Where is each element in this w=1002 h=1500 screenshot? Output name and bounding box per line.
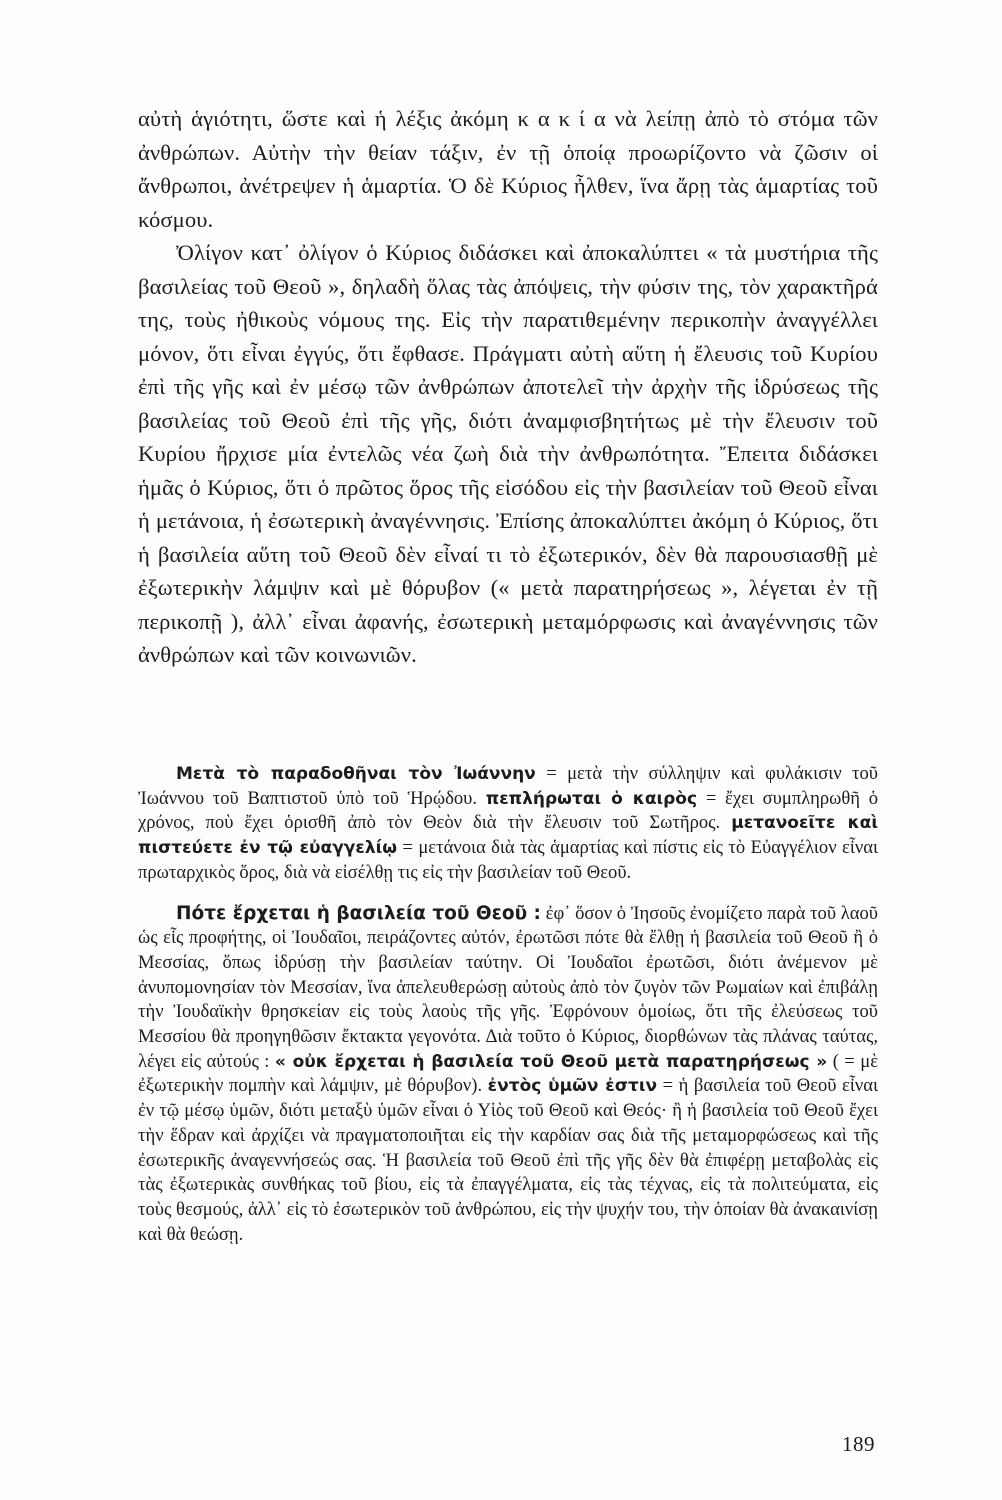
commentary-lemma: πεπλήρωται ὁ καιρὸς [485, 788, 698, 809]
commentary-gloss: = ἔχει συμπληρωθῆ ὁ χρόνος, ποὺ ἔχει ὁρισθῆ ἀπὸ τὸν Θεὸν διὰ τὴν ἔλευσιν τοῦ Σωτῆρος. [138, 787, 879, 834]
paragraph: Ὀλίγον κατ᾿ ὀλίγον ὁ Κύριος διδάσκει καὶ ἀποκαλύπτει « τὰ μυστήρια τῆς βασιλείας τοῦ Θεοῦ », δηλαδὴ ὅλας τὰς ἀπόψεις, τὴν φύσιν της, τὸν χαρακτῆρά της, τοὺς ἠθικοὺς νόμους της. Εἰς τὴν παρατιθεμένην περικοπὴν ἀναγγέλλει μόνον, ὅτι εἶναι ἐγγύς, ὅτι ἔφθασε. Πράγματι αὐτὴ αὕτη ἡ ἔλευσις τοῦ Κυρίου ἐπὶ τῆς γῆς καὶ ἐν μέσῳ τῶν ἀνθρώπων ἀποτελεῖ τὴν ἀρχὴν τῆς ἱδρύσεως τῆς βασιλείας τοῦ Θεοῦ ἐπὶ τῆς γῆς, διότι ἀναμφισβητήτως μὲ τὴν ἔλευσιν τοῦ Κυρίου ἤρχισε μία ἐντελῶς νέα ζωὴ διὰ τὴν ἀνθρωπότητα. Ἔπειτα διδάσκει ἡμᾶς ὁ Κύριος, ὅτι ὁ πρῶτος ὅρος τῆς εἰσόδου εἰς τὴν βασιλείαν τοῦ Θεοῦ εἶναι ἡ μετάνοια, ἡ ἐσωτερικὴ ἀναγέννησις. Ἐπίσης ἀποκαλύπτει ἀκόμη ὁ Κύριος, ὅτι ἡ βασιλεία αὕτη τοῦ Θεοῦ δὲν εἶναί τι τὸ ἐξωτερικόν, δὲν θὰ παρουσιασθῇ μὲ ἐξωτερικὴν λάμψιν καὶ μὲ θόρυβον (« μετὰ παρατηρήσεως », λέγεται ἐν τῇ περικοπῇ ), ἀλλ᾿ εἶναι ἀφανής, ἐσωτερικὴ μεταμόρφωσις καὶ ἀναγέννησις τῶν ἀνθρώπων καὶ τῶν κοινωνιῶν. [138, 240, 878, 667]
commentary-lemma: μετανοεῖτε καὶ πιστεύετε ἐν τῷ εὐαγγελίῳ [138, 813, 878, 859]
commentary-gloss: = μετὰ τὴν σύλληψιν καὶ φυλάκισιν τοῦ Ἰωάννου τοῦ Βαπτιστοῦ ὑπὸ τοῦ Ἡρῴδου. [138, 763, 879, 809]
commentary-gloss: = μετάνοια διὰ τὰς ἁμαρτίας καὶ πίστις εἰς τὸ Εὐαγγέλιον εἶναι πρωταρχικὸς ὅρος, διὰ νὰ εἰσέλθῃ τις εἰς τὴν βασιλείαν τοῦ Θεοῦ. [138, 837, 879, 883]
commentary-gloss: ( = μὲ ἐξωτερικὴν πομπὴν καὶ λάμψιν, μὲ θόρυβον). [138, 1050, 878, 1097]
commentary-notes [138, 762, 878, 1247]
commentary-lemma: ἐντὸς ὑμῶν ἐστιν [487, 1076, 658, 1097]
commentary-gloss: ἐφ᾿ ὅσον ὁ Ἰησοῦς ἐνομίζετο παρὰ τοῦ λαοῦ ὡς εἷς προφήτης, οἱ Ἰουδαῖοι, πειράζοντες αὐτόν, ἐρωτῶσι πότε θὰ ἔλθῃ ἡ βασιλεία τοῦ Θεοῦ ἢ ὁ Μεσσίας, ὅπως ἱδρύσῃ τὴν βασιλείαν ταύτην. Οἱ Ἰουδαῖοι ἐρωτῶσι, διότι ἀνέμενον μὲ ἀνυπομονησίαν τὸν Μεσσίαν, ἵνα ἀπελευθερώσῃ αὐτοὺς ἀπὸ τὸν ζυγὸν τῶν Ρωμαίων καὶ ἐπιβάλῃ τὴν Ἰουδαϊκὴν θρησκείαν εἰς τοὺς λαοὺς τῆς γῆς. Ἐφρόνουν ὁμοίως, ὅτι τῆς ἐλεύσεως τοῦ Μεσσίου θὰ προηγηθῶσιν ἔκτακτα γεγονότα. Διὰ τοῦτο ὁ Κύριος, διορθώνων τὰς πλάνας ταύτας, λέγει εἰς αὐτούς : [138, 902, 879, 1072]
main-text [138, 102, 878, 672]
commentary-paragraph [138, 762, 878, 886]
paragraph-continued: αὐτὴ ἁγιότητι, ὥστε καὶ ἡ λέξις ἀκόμη κ α κ ί α νὰ λείπῃ ἀπὸ τὸ στόμα τῶν ἀνθρώπων. Αὐτὴν τὴν θείαν τάξιν, ἐν τῇ ὁποίᾳ προωρίζοντο νὰ ζῶσιν οἱ ἄνθρωποι, ἀνέτρεψεν ἡ ἁμαρτία. Ὁ δὲ Κύριος ἦλθεν, ἵνα ἄρῃ τὰς ἁμαρτίας τοῦ κόσμου. [138, 106, 878, 232]
commentary-lemma: « οὐκ ἔρχεται ἡ βασιλεία τοῦ Θεοῦ μετὰ παρατηρήσεως » [274, 1051, 828, 1072]
commentary-gloss: = ἡ βασιλεία τοῦ Θεοῦ εἶναι ἐν τῷ μέσῳ ὑμῶν, διότι μεταξὺ ὑμῶν εἶναι ὁ Υἱὸς τοῦ Θεοῦ καὶ Θεός· ἢ ἡ βασιλεία τοῦ Θεοῦ ἔχει τὴν ἕδραν καὶ ἀρχίζει νὰ πραγματοποιῆται εἰς τὴν καρδίαν σας διὰ τῆς μεταμορφώσεως καὶ τῆς ἐσωτερικῆς ἀναγεννήσεώς σας. Ἡ βασιλεία τοῦ Θεοῦ ἐπὶ τῆς γῆς δὲν θὰ ἐπιφέρῃ μεταβολὰς εἰς τὰς ἐξωτερικὰς συνθήκας τοῦ βίου, εἰς τὰ ἐπαγγέλματα, εἰς τὰς τέχνας, εἰς τὰ πολιτεύματα, εἰς τοὺς θεσμούς, ἀλλ᾿ εἰς τὸ ἐσωτερικὸν τοῦ ἀνθρώπου, εἰς τὴν ψυχήν του, τὴν ὁποίαν θὰ ἀνακαινίσῃ καὶ θὰ θεώσῃ. [138, 1075, 878, 1245]
commentary-lemma: Μετὰ τὸ παραδοθῆναι τὸν Ἰωάννην [176, 764, 536, 784]
page-number: 189 [842, 1432, 875, 1456]
commentary-heading: Πότε ἔρχεται ἡ βασιλεία τοῦ Θεοῦ : [176, 902, 541, 924]
commentary-paragraph [138, 902, 878, 1248]
